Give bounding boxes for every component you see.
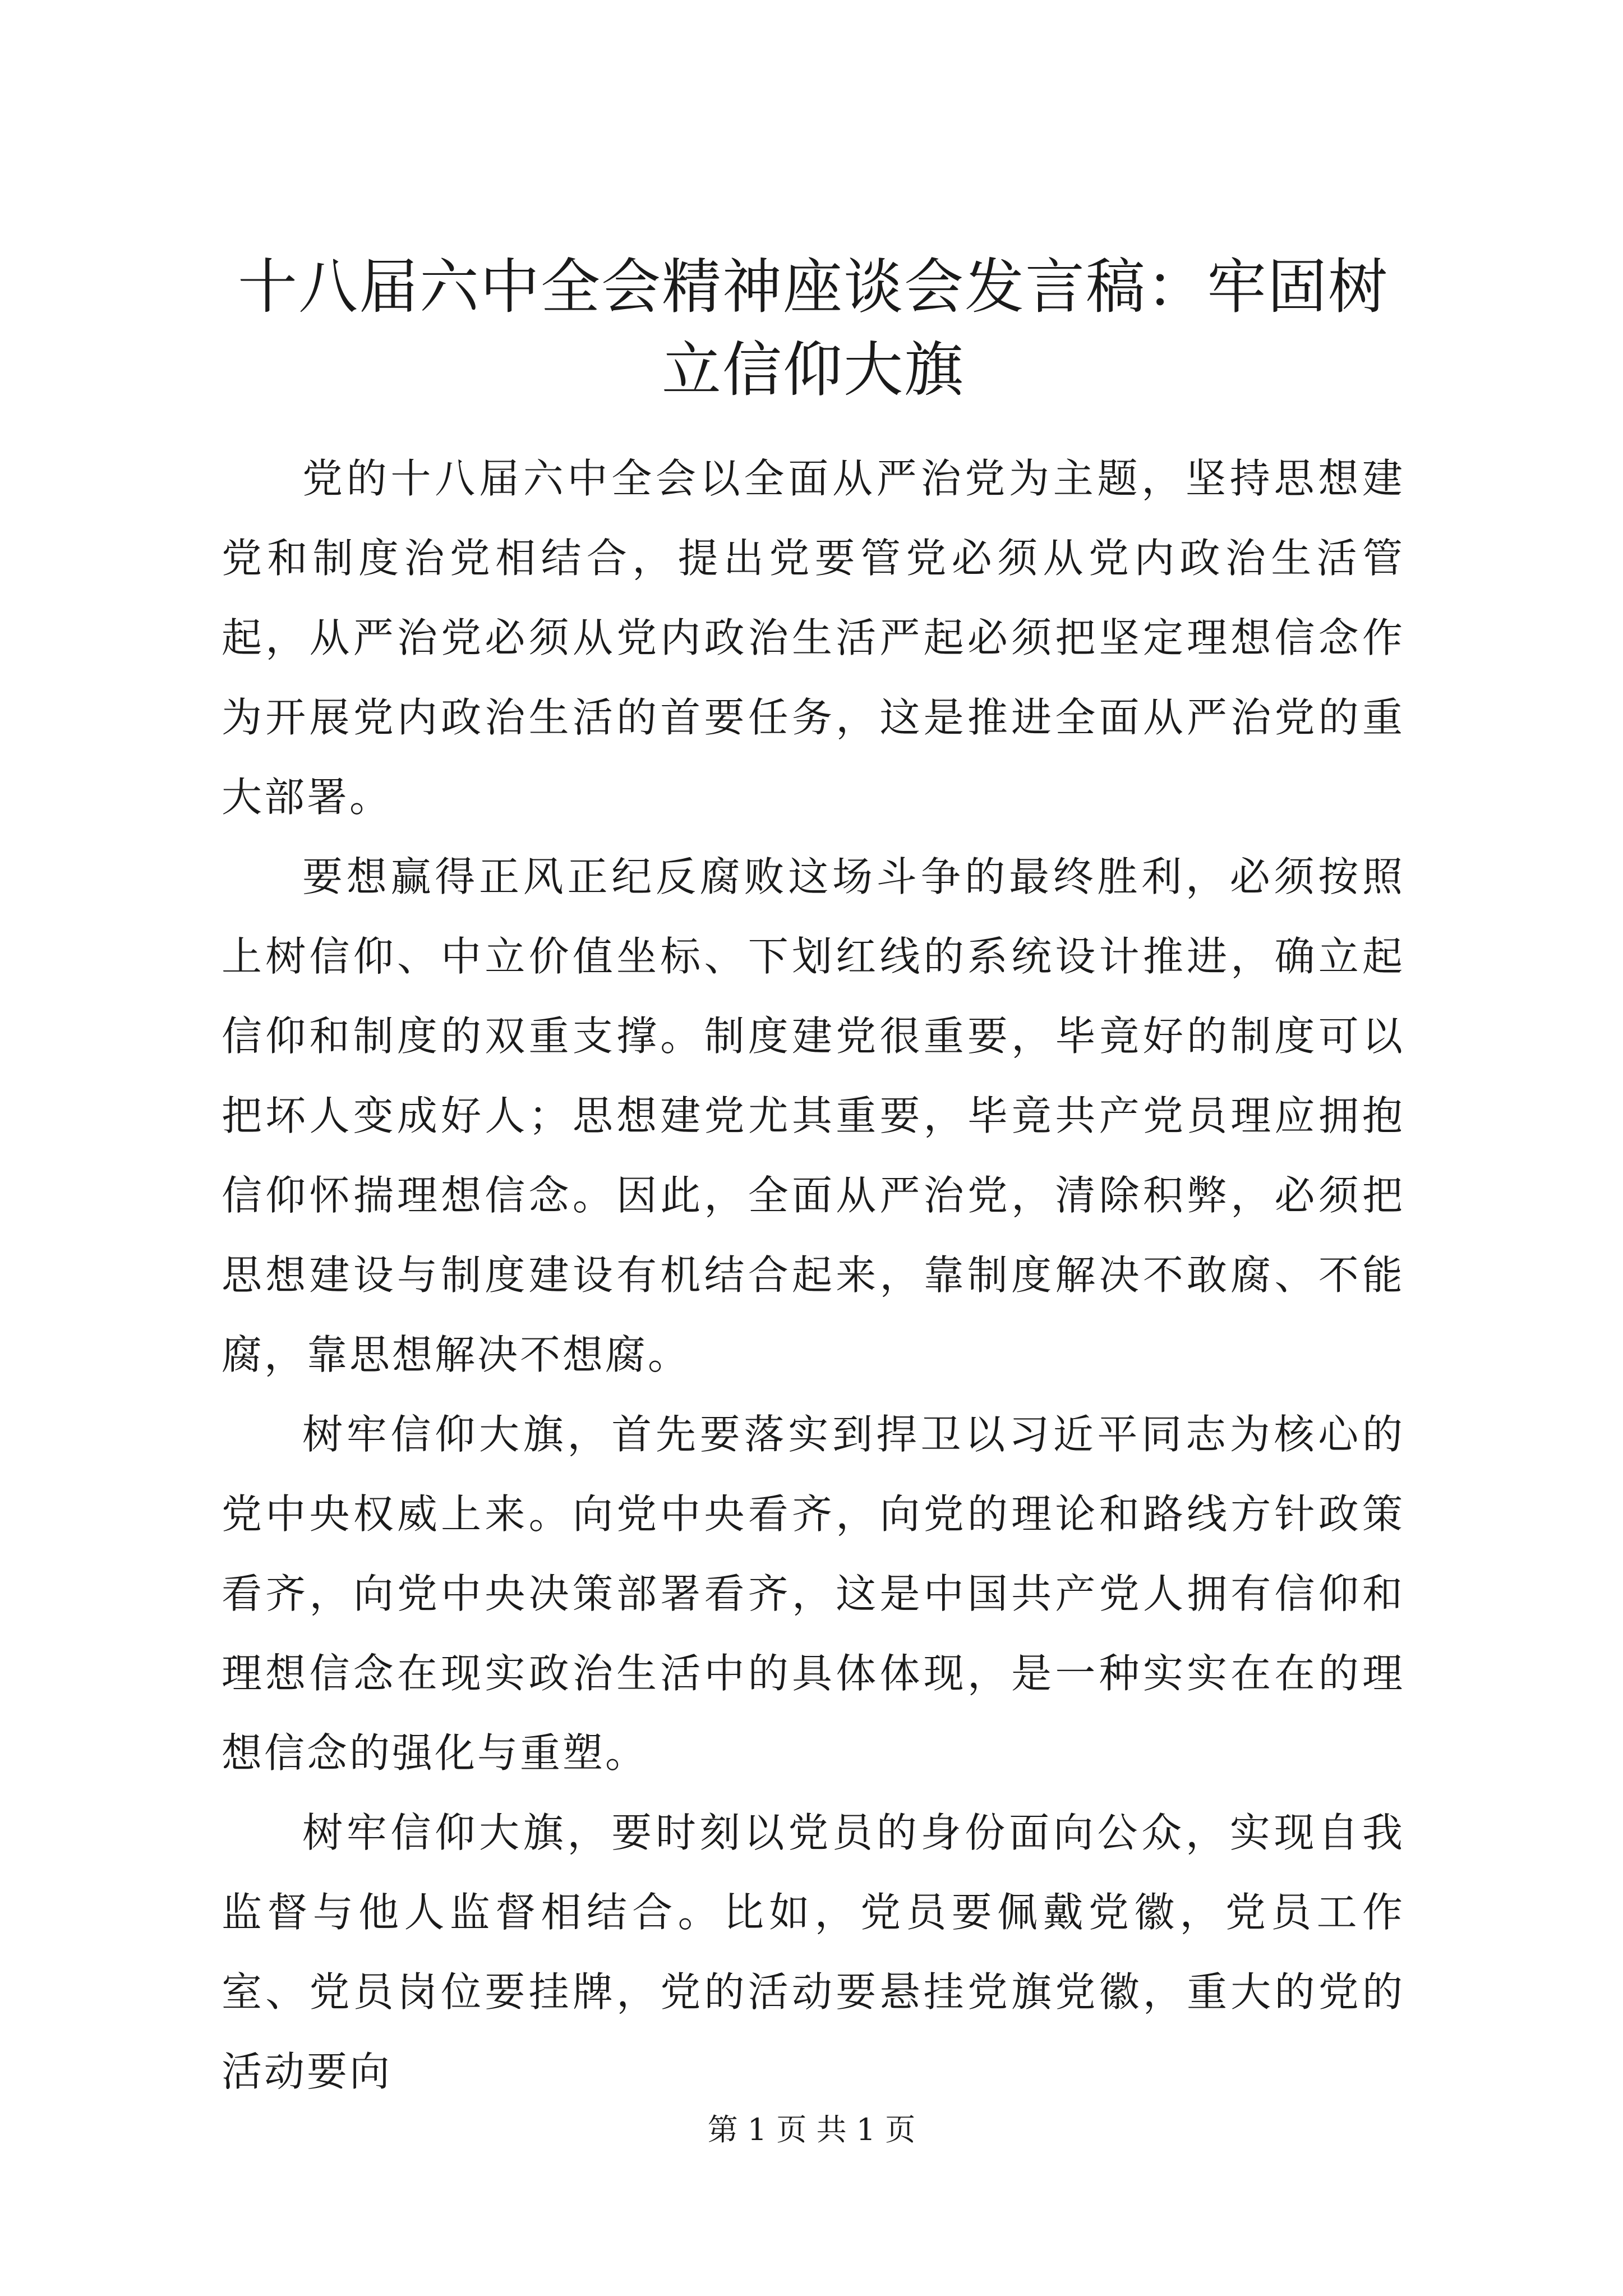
paragraph-3: 树牢信仰大旗，首先要落实到捍卫以习近平同志为核心的党中央权威上来。向党中央看齐，向党的理论和路线方针政策看齐，向党中央决策部署看齐，这是中国共产党人拥有信仰和理想信念在现实政治生活中的具体体现，是一种实实在在的理想信念的强化与重塑。 xyxy=(222,1411,1405,1777)
document-title: 十八届六中全会精神座谈会发言稿：牢固树立信仰大旗 xyxy=(238,252,1389,404)
document-body xyxy=(222,439,1405,2111)
paragraph-2: 要想赢得正风正纪反腐败这场斗争的最终胜利，必须按照上树信仰、中立价值坐标、下划红线的系统设计推进，确立起信仰和制度的双重支撑。制度建党很重要，毕竟好的制度可以把坏人变成好人；思想建党尤其重要，毕竟共产党员理应拥抱信仰怀揣理想信念。因此，全面从严治党，清除积弊，必须把思想建设与制度建设有机结合起来，靠制度解决不敢腐、不能腐，靠思想解决不想腐。 xyxy=(222,853,1405,1378)
page-footer: 第 1 页 共 1 页 xyxy=(707,2112,916,2147)
paragraph-4: 树牢信仰大旗，要时刻以党员的身份面向公众，实现自我监督与他人监督相结合。比如，党员要佩戴党徽，党员工作室、党员岗位要挂牌，党的活动要悬挂党旗党徽，重大的党的活动要向 xyxy=(222,1809,1405,2095)
paragraph-1: 党的十八届六中全会以全面从严治党为主题，坚持思想建党和制度治党相结合，提出党要管党必须从党内政治生活管起，从严治党必须从党内政治生活严起必须把坚定理想信念作为开展党内政治生活的首要任务，这是推进全面从严治党的重大部署。 xyxy=(222,455,1405,821)
